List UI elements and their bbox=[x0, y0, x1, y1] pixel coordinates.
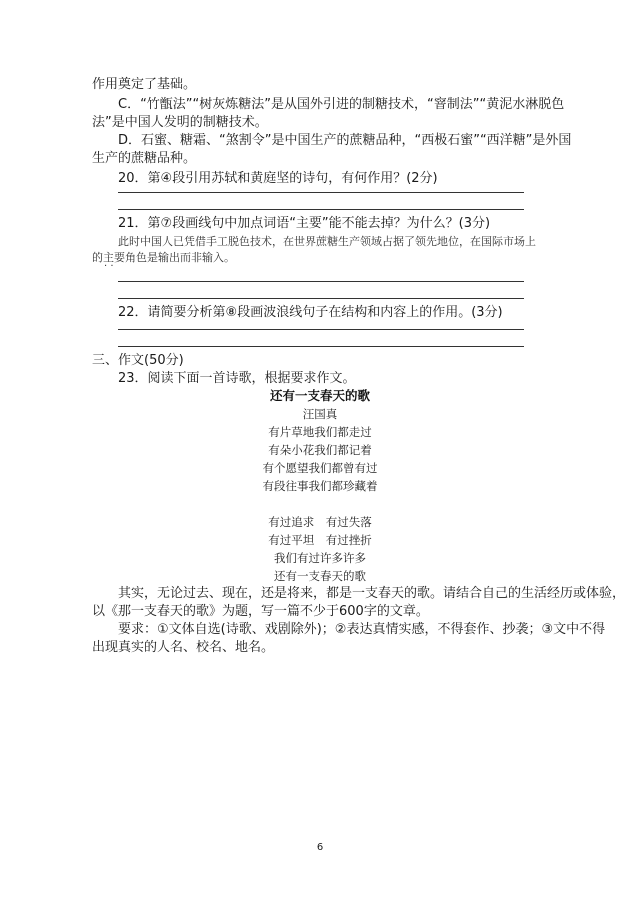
answer-line bbox=[118, 209, 524, 210]
answer-line bbox=[118, 192, 524, 193]
quoted-sentence-line2: 的主要角色是输出而非输入。 bbox=[92, 251, 235, 264]
option-c-line2: 法”是中国人发明的制糖技术。 bbox=[92, 115, 268, 130]
question-21: 21．第⑦段画线句中加点词语“主要”能不能去掉？为什么？(3分) bbox=[118, 216, 491, 231]
quoted-sentence-line1: 此时中国人已凭借手工脱色技术，在世界蔗糖生产领域占据了领先地位，在国际市场上 bbox=[118, 235, 536, 248]
section-heading: 三、作文(50分) bbox=[92, 353, 184, 368]
option-c-line1: C．“竹甑法”“树灰炼糖法”是从国外引进的制糖技术，“窨制法”“黄泥水淋脱色 bbox=[118, 97, 565, 112]
requirements-line2: 出现真实的人名、校名、地名。 bbox=[92, 640, 275, 655]
poem-line: 有个愿望我们都曾有过 bbox=[262, 461, 378, 475]
question-20: 20．第④段引用苏轼和黄庭坚的诗句，有何作用？(2分) bbox=[118, 171, 438, 186]
answer-line bbox=[118, 329, 524, 330]
option-d-line1: D．石蜜、糖霜、“煞割令”是中国生产的蔗糖品种，“西极石蜜”“西洋糖”是外国 bbox=[118, 133, 572, 148]
poem-line: 还有一支春天的歌 bbox=[274, 569, 366, 583]
question-22: 22．请简要分析第⑧段画波浪线句子在结构和内容上的作用。(3分) bbox=[118, 305, 503, 320]
poem-line: 有过平坦 有过挫折 bbox=[268, 533, 372, 547]
page-number: 6 bbox=[316, 842, 324, 853]
poem-title: 还有一支春天的歌 bbox=[269, 388, 370, 403]
prompt-line2: 以《那一支春天的歌》为题，写一篇不少于600字的文章。 bbox=[92, 604, 429, 619]
prompt-line1: 其实，无论过去、现在，还是将来，都是一支春天的歌。请结合自己的生活经历或体验， bbox=[118, 586, 626, 601]
poem-line: 有朵小花我们都记着 bbox=[268, 443, 372, 457]
answer-line bbox=[118, 281, 524, 282]
text-line: 作用奠定了基础。 bbox=[92, 77, 197, 92]
poem-author: 汪国真 bbox=[302, 407, 338, 421]
answer-line bbox=[118, 346, 524, 347]
poem-line: 有段往事我们都珍藏着 bbox=[262, 479, 378, 493]
question-23: 23．阅读下面一首诗歌，根据要求作文。 bbox=[118, 371, 356, 386]
option-d-line2: 生产的蔗糖品种。 bbox=[92, 151, 197, 166]
emphasis-dots: · · bbox=[104, 261, 114, 272]
poem-line: 有片草地我们都走过 bbox=[268, 425, 372, 439]
answer-line bbox=[118, 298, 524, 299]
requirements-line1: 要求：①文体自选(诗歌、戏剧除外)；②表达真情实感，不得套作、抄袭；③文中不得 bbox=[118, 622, 606, 637]
poem-line: 我们有过许多许多 bbox=[274, 551, 366, 565]
poem-line: 有过追求 有过失落 bbox=[268, 515, 372, 529]
